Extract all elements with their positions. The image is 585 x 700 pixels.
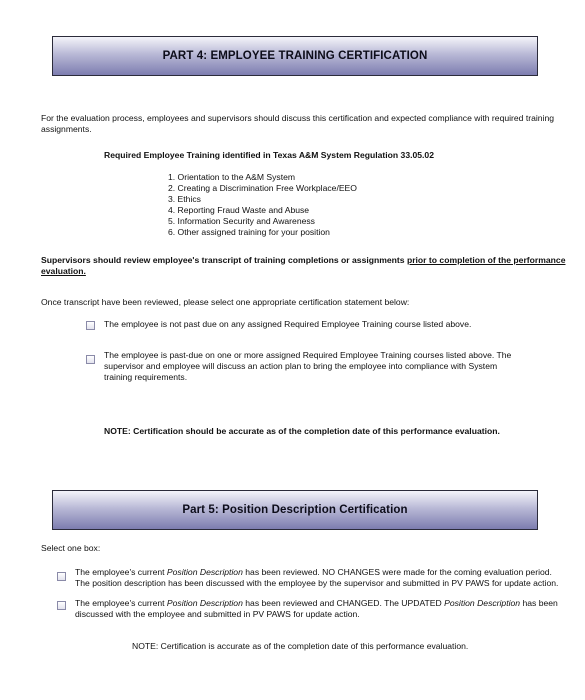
supervisor-note-text: Supervisors should review employee's transcript of training completions or assignments [41,255,405,265]
part4-option2-line2: supervisor and employee will discuss an action plan to bring the employee into compliance with System [104,361,498,371]
part4-heading: PART 4: EMPLOYEE TRAINING CERTIFICATION [162,50,428,62]
part5-option1-line1 [75,567,552,578]
supervisor-note-line2: evaluation. [41,266,86,276]
training-item: 6. Other assigned training for your position [168,227,330,237]
part5-option1-text-b: has been reviewed. NO CHANGES were made for the coming evaluation period. [242,567,552,577]
supervisor-note-deadline: prior to completion of the performance [406,255,566,265]
part5-option2-line1 [75,598,558,609]
part5-option1-line2: The position description has been discussed with the employee by the supervisor and submitted in PV PAWS for update action. [75,578,559,588]
required-training-title: Required Employee Training identified in Texas A&M System Regulation 33.05.02 [104,150,434,160]
supervisor-note-line1 [41,255,565,266]
part4-heading-banner [52,36,538,76]
training-item: 3. Ethics [168,194,201,204]
part4-option1-checkbox[interactable] [86,321,95,330]
part5-option1-text-a: The employee's current [75,567,167,577]
part5-option1-em: Position Description [166,567,243,577]
part4-note: NOTE: Certification should be accurate as of the completion date of this performance evaluation. [104,426,500,436]
part5-option2-em: Position Description [166,598,243,608]
part5-option2-text-b: has been reviewed and CHANGED. The UPDATED [242,598,445,608]
training-item: 4. Reporting Fraud Waste and Abuse [168,205,310,215]
part5-option1-checkbox[interactable] [57,572,66,581]
part5-option2-checkbox[interactable] [57,601,66,610]
part4-option2-line1: The employee is past-due on one or more assigned Required Employee Training courses listed above. The [104,350,512,360]
part5-option2-text-c: has been [520,598,558,608]
part5-select-prompt: Select one box: [41,543,101,553]
part4-option2-checkbox[interactable] [86,355,95,364]
training-item: 5. Information Security and Awareness [168,216,315,226]
required-training-list [168,172,357,238]
training-item: 1. Orientation to the A&M System [168,172,296,182]
part4-option1-label: The employee is not past due on any assigned Required Employee Training course listed above. [104,319,472,329]
training-item: 2. Creating a Discrimination Free Workplace/EEO [168,183,357,193]
part5-option2-em2: Position Description [444,598,521,608]
part5-note: NOTE: Certification is accurate as of the completion date of this performance evaluation. [132,641,469,651]
part5-option2-text-a: The employee's current [75,598,167,608]
part5-option2-line2: discussed with the employee and submitted in PV PAWS for update action. [75,609,360,619]
part4-option2-line3: training requirements. [104,372,188,382]
part4-intro-line1: For the evaluation process, employees and supervisors should discuss this certification and expected compliance with required training [41,113,555,123]
part5-heading-banner [52,490,538,530]
part5-heading: Part 5: Position Description Certification [182,504,408,516]
part4-intro-line2: assignments. [41,124,92,134]
part4-select-prompt: Once transcript have been reviewed, please select one appropriate certification statement below: [41,297,410,307]
